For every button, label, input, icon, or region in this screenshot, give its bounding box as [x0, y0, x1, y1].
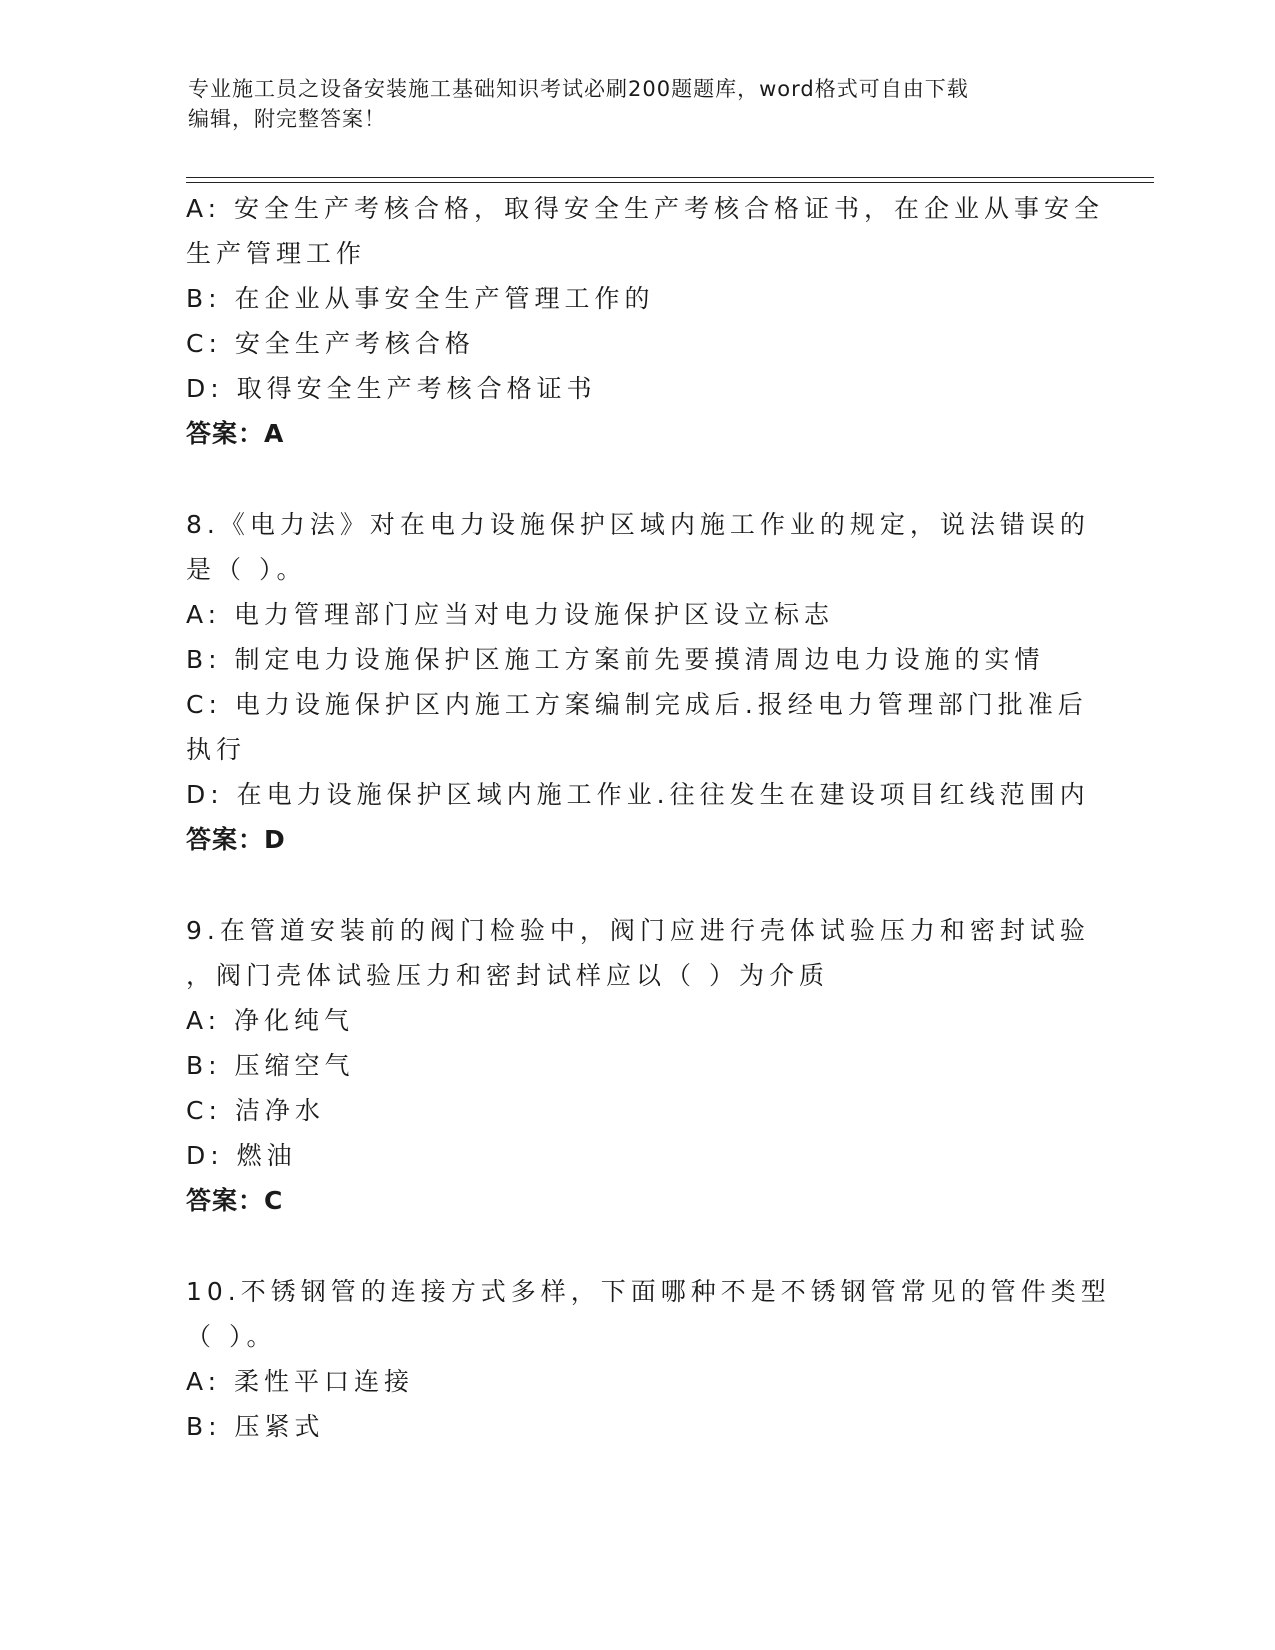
- q9-answer: 答案：C: [186, 1186, 284, 1215]
- header-title-line-2: 编辑，附完整答案！: [188, 107, 386, 131]
- q10-stem-line-1: 10.不锈钢管的连接方式多样，下面哪种不是不锈钢管常见的管件类型: [186, 1277, 1111, 1306]
- question-8-block: [186, 502, 1090, 862]
- q9-option-b: B: 压缩空气: [186, 1051, 355, 1080]
- header-divider-top: [186, 177, 1154, 178]
- header-divider-bottom: [186, 182, 1154, 183]
- spacer: [186, 862, 1086, 908]
- q7-option-b: B: 在企业从事安全生产管理工作的: [186, 284, 655, 313]
- q9-option-c: C: 洁净水: [186, 1096, 325, 1125]
- page-header: [188, 74, 1068, 134]
- question-9-block: [186, 908, 1090, 1223]
- spacer: [186, 1223, 1086, 1269]
- q7-option-a-line-1: A: 安全生产考核合格，取得安全生产考核合格证书，在企业从事安全: [186, 194, 1105, 223]
- q8-option-b: B: 制定电力设施保护区施工方案前先要摸清周边电力设施的实情: [186, 645, 1045, 674]
- q10-option-a: A: 柔性平口连接: [186, 1367, 415, 1396]
- q7-option-d: D: 取得安全生产考核合格证书: [186, 374, 597, 403]
- q9-option-a: A: 净化纯气: [186, 1006, 355, 1035]
- q7-answer: 答案：A: [186, 419, 285, 448]
- q9-stem-line-1: 9.在管道安装前的阀门检验中，阀门应进行壳体试验压力和密封试验: [186, 916, 1090, 945]
- q7-option-c: C: 安全生产考核合格: [186, 329, 475, 358]
- question-7-block: [186, 186, 1105, 456]
- question-10-block: [186, 1269, 1111, 1449]
- q10-option-b: B: 压紧式: [186, 1412, 325, 1441]
- q7-option-a-line-2: 生产管理工作: [186, 239, 367, 268]
- q8-stem-line-2: 是（ ）。: [186, 555, 307, 584]
- q8-option-c-line-1: C: 电力设施保护区内施工方案编制完成后.报经电力管理部门批准后: [186, 690, 1088, 719]
- q8-option-d: D: 在电力设施保护区域内施工作业.往往发生在建设项目红线范围内: [186, 780, 1090, 809]
- q8-stem-line-1: 8.《电力法》对在电力设施保护区域内施工作业的规定，说法错误的: [186, 510, 1090, 539]
- question-content: [186, 186, 1111, 1449]
- q10-stem-line-2: （ ）。: [186, 1322, 277, 1351]
- q8-answer: 答案：D: [186, 825, 286, 854]
- q9-stem-line-2: ，阀门壳体试验压力和密封试样应以（ ）为介质: [186, 961, 829, 990]
- q9-option-d: D: 燃油: [186, 1141, 297, 1170]
- q8-option-a: A: 电力管理部门应当对电力设施保护区设立标志: [186, 600, 835, 629]
- header-title-line-1: 专业施工员之设备安装施工基础知识考试必刷200题题库，word格式可自由下载: [188, 77, 969, 101]
- spacer: [186, 456, 1086, 502]
- q8-option-c-line-2: 执行: [186, 735, 247, 764]
